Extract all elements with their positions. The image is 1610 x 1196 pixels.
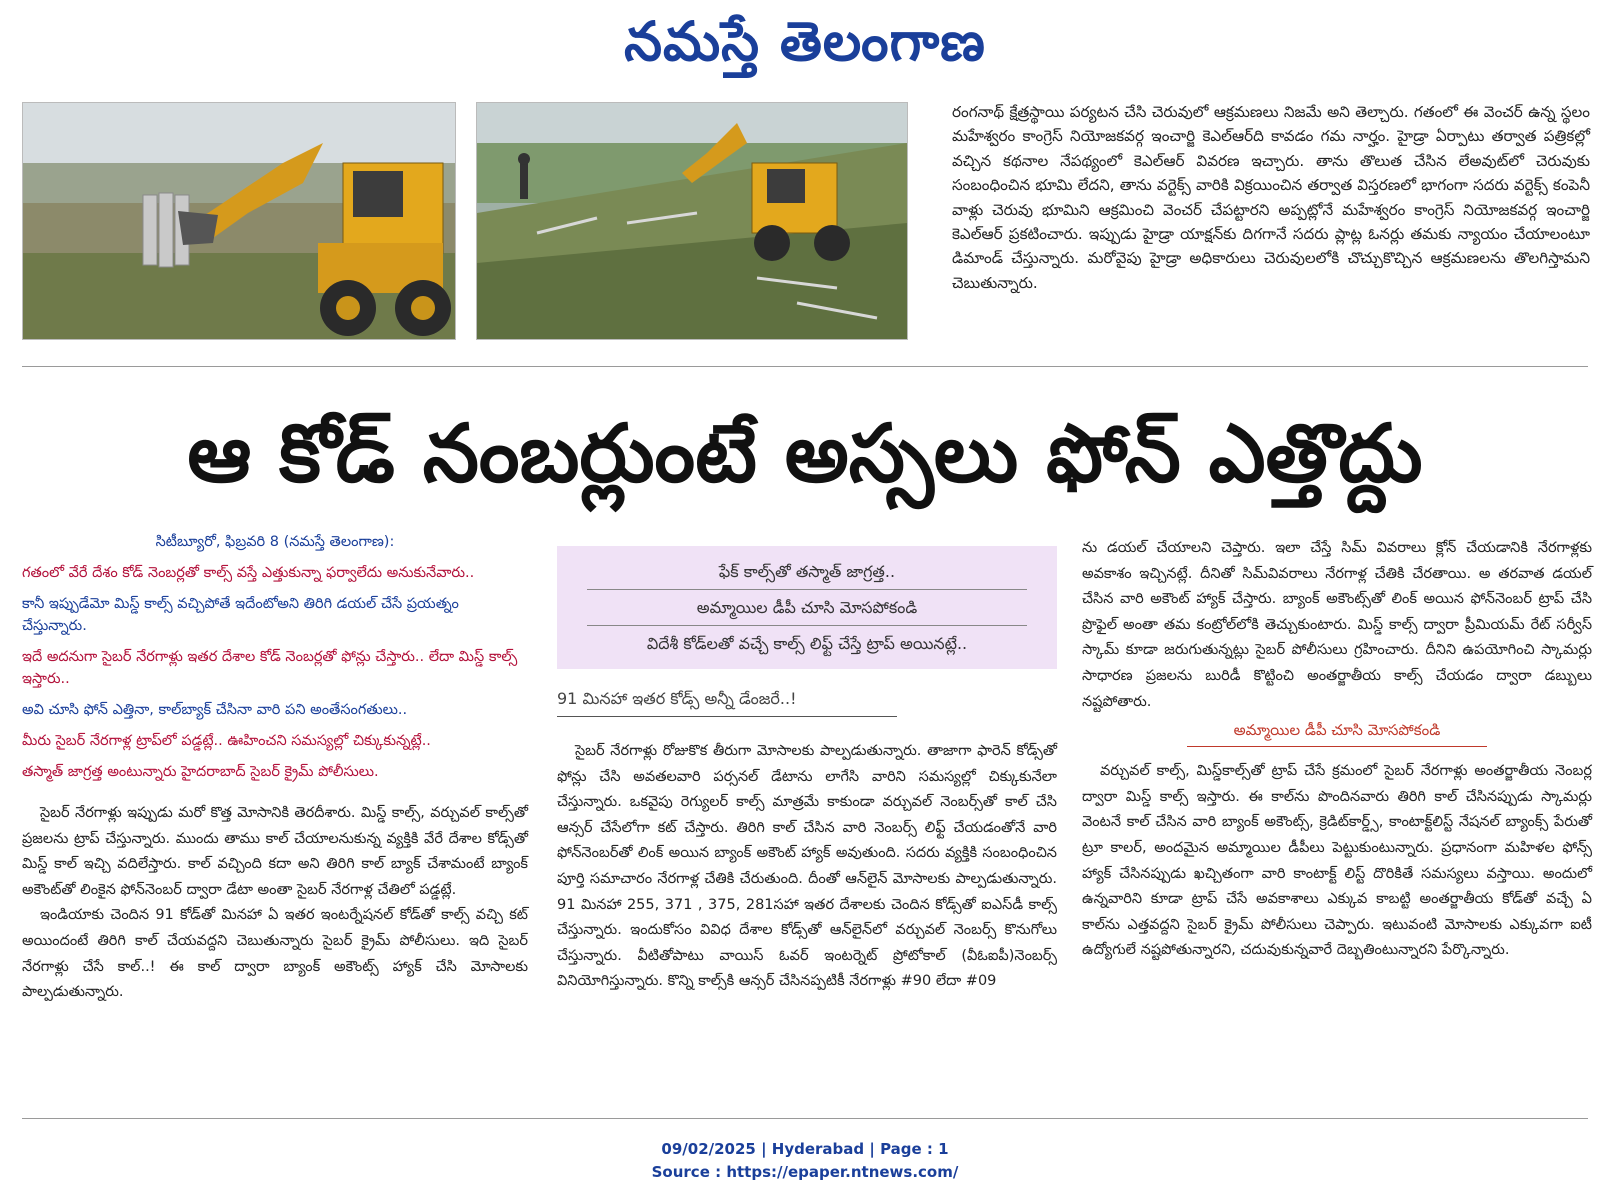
col1-paragraph-1: సైబర్ నేరగాళ్లు ఇప్పుడు మరో కొత్త మోసానికి తెరదీశారు. మిస్డ్ కాల్స్, వర్చువల్ కాల్స్‌తో ప్రజలను ట్రాప్ చేస్తున్నారు. ముందు తాము కాల్ చేయాలనుకున్న వ్యక్తికి వేరే దేశాల కోడ్స్‌తో మిస్డ్ కాల్ ఇచ్చి వదిలేస్తారు. కాల్ వచ్చింది కదా అని తిరిగి కాల్ బ్యాక్ చేశామంటే బ్యాంక్ అకౌంట్‌తో లింకైన ఫోన్‌నెంబర్ ద్వారా డేటా అంతా సైబర్ నేరగాళ్ల చేతిలో పడ్డట్లే. — [22, 805, 528, 898]
photo-excavator-left — [22, 102, 456, 340]
footer — [0, 1138, 1610, 1184]
callout-divider — [587, 589, 1027, 590]
column-3-body-2 — [1082, 759, 1592, 964]
highlight-5: మీరు సైబర్ నేరగాళ్ల ట్రాప్‌లో పడ్డట్లే.. ఊహించని సమస్యల్లో చిక్కుకున్నట్లే.. — [22, 733, 431, 749]
divider-top — [22, 366, 1588, 367]
footer-date-line: 09/02/2025 | Hyderabad | Page : 1 — [661, 1140, 949, 1158]
headline: ఆ కోడ్ నంబర్లుంటే అస్సలు ఫోన్ ఎత్తొద్దు — [187, 407, 1423, 500]
col1-paragraph-2: ఇండియాకు చెందిన 91 కోడ్‌తో మినహా ఏ ఇతర ఇంటర్నేషనల్ కోడ్‌తో కాల్స్ వచ్చి కట్ అయిందంటే తిరిగి కాల్ చేయవద్దని చెబుతున్నారు సైబర్ క్రైమ్ పోలీసులు. ఇది సైబర్ నేరగాళ్లు చేసే కాల్..! ఈ కాల్ ద్వారా బ్యాంక్ అకౌంట్స్ హ్యాక్ చేసి మోసాలకు పాల్పడుతున్నారు. — [22, 907, 528, 1001]
highlight-3: ఇదే అదనుగా సైబర్ నేరగాళ్లు ఇతర దేశాల కోడ్ నెంబర్లతో ఫోన్లు చేస్తారు.. లేదా మిస్డ్ కాల్స్ ఇస్తారు.. — [22, 649, 518, 687]
callout-line-3: విదేశీ కోడ్‌లతో వచ్చే కాల్స్ లిఫ్ట్ చేస్తే ట్రాప్ అయినట్లే.. — [646, 634, 968, 653]
top-article-text: రంగనాథ్ క్షేత్రస్థాయి పర్యటన చేసి చెరువులో ఆక్రమణలు నిజమే అని తెల్చారు. గతంలో ఈ వెంచర్ ఉన్న స్థలం మహేశ్వరం కాంగ్రెస్ నియోజకవర్గ ఇంచార్జి కెఎల్ఆర్‌ది కావడం గమ నార్హం. హైడ్రా ఏర్పాటు తర్వాత పత్రికల్లో వచ్చిన కథనాల నేపథ్యంలో కెఎల్ఆర్ వివరణ ఇచ్చారు. తాను తొలుత చేసిన లేఅవుట్‌లో చెరువుకు సంబంధించిన భూమి లేదని, తాను వర్టెక్స్ వారికి విక్రయించిన తర్వాత విస్తరణలో భాగంగా సదరు వర్టెక్స్ కంపెనీ వాళ్లు చెరువు భూమిని ఆక్రమించి వెంచర్ చేపట్టారని అప్పట్లోనే మహేశ్వరం కాంగ్రెస్ నియోజకవర్గ ఇంచార్జి కెఎల్ఆర్ ప్రకటించారు. ఇప్పుడు హైడ్రా యాక్షన్‌కు దిగగానే సదరు ప్లాట్ల ఓనర్లు తమకు న్యాయం చేయాలంటూ డిమాండ్ చేస్తున్నారు. మరోవైపు హైడ్రా అధికారులు చెరువులలోకి చొచ్చుకొచ్చిన ఆక్రమణలను తొలగిస్తామని చెబుతున్నారు. — [952, 103, 1590, 292]
column-3-body-1 — [1082, 536, 1592, 715]
dateline: సిటీబ్యూరో, ఫిబ్రవరి 8 (నమస్తే తెలంగాణ): — [155, 534, 395, 550]
callout-divider — [587, 625, 1027, 626]
highlight-1: గతంలో వేరే దేశం కోడ్ నెంబర్లతో కాల్స్ వస్తే ఎత్తుకున్నా ఫర్వాలేదు అనుకునేవారు.. — [22, 565, 475, 581]
highlight-2: కానీ ఇప్పుడేమో మిస్డ్ కాల్స్ వచ్చిపోతే ఇదేంటోఅని తిరిగి డయల్ చేసే ప్రయత్నం చేస్తున్నారు. — [22, 596, 459, 634]
column-3 — [1082, 536, 1592, 964]
col3-subhead-underline — [1187, 746, 1487, 747]
excavator-photo-left — [23, 103, 455, 339]
callout-box — [557, 546, 1057, 669]
masthead-logo: నమస్తే తెలంగాణ — [624, 10, 986, 73]
highlight-4: అవి చూసి ఫోన్ ఎత్తినా, కాల్‌బ్యాక్ చేసినా వారి పని అంతేసంగతులు.. — [22, 702, 408, 718]
divider-bottom — [22, 1118, 1588, 1119]
callout-line-2: అమ్మాయిల డీపీ చూసి మోసపోకండి — [696, 598, 918, 617]
col2-subhead-underline — [557, 716, 897, 717]
highlight-6: తస్మాత్ జాగ్రత్త అంటున్నారు హైదరాబాద్ సైబర్ క్రైమ్ పోలీసులు. — [22, 764, 379, 780]
column-1 — [22, 534, 528, 1006]
excavator-photo-right — [477, 103, 907, 339]
callout-line-1: ఫేక్ కాల్స్‌తో తస్మాత్ జాగ్రత్త.. — [718, 562, 896, 581]
photo-excavator-right — [476, 102, 908, 340]
col3-subhead: అమ్మాయిల డీపీ చూసి మోసపోకండి — [1233, 721, 1441, 740]
col2-paragraph: సైబర్ నేరగాళ్లు రోజుకొక తీరుగా మోసాలకు పాల్పడుతున్నారు. తాజాగా ఫారెన్ కోడ్స్‌తో ఫోన్లు చేసి అవతలవారి పర్సనల్ డేటాను లాగేసి వారిని సమస్యల్లో చిక్కుకునేలా చేస్తున్నారు. ఒకవైపు రెగ్యులర్ కాల్స్ మాత్రమే కాకుండా వర్చువల్ నెంబర్స్‌తో కాల్ చేసి ఆన్సర్ చేసేలోగా కట్ చేస్తారు. తిరిగి కాల్ చేసిన వారి నెంబర్స్ లిఫ్ట్ చేయడంతోనే వారి ఫోన్‌నెంబర్‌తో లింక్ అయిన బ్యాంక్ అకౌంట్ హ్యాక్ అవుతుంది. సదరు వ్యక్తికి సంబంధించిన పూర్తి సమాచారం నేరగాళ్ల చేతికి చేరుతుంది. దీంతో ఆన్‌లైన్ మోసాలకు పాల్పడుతున్నారు. 91 మినహా 255, 371 , 375, 281సహా ఇతర దేశాలకు చెందిన కోడ్స్‌తో ఐఎస్‌డీ కాల్స్ చేస్తున్నారు. ఇందుకోసం వివిధ దేశాల కోడ్స్‌తో ఆన్‌లైన్‌లో వర్చువల్ నెంబర్స్ కొనుగోలు చేస్తున్నారు. వీటితోపాటు వాయిస్ ఓవర్ ఇంటర్నెట్ ప్రోటోకాల్ (వీఓఐపీ)నెంబర్స్ వినియోగిస్తున్నారు. కొన్ని కాల్స్‌కి ఆన్సర్ చేసినప్పటికీ నేరగాళ్లు #90 లేదా #09 — [557, 743, 1057, 990]
col3-paragraph-2: వర్చువల్ కాల్స్, మిస్డ్‌కాల్స్‌తో ట్రాప్ చేసే క్రమంలో సైబర్ నేరగాళ్లు అంతర్జాతీయ నెంబర్ల ద్వారా మిస్డ్ కాల్స్ ఇస్తారు. ఈ కాల్‌ను పొందినవారు తిరిగి కాల్ చేసినప్పుడు స్కామర్లు వెంటనే కాల్ చేసిన వారి బ్యాంక్ అకౌంట్స్, క్రెడిట్‌కార్డ్స్, కాంటాక్ట్‌లిస్ట్ నేషనల్ బ్యాంక్స్ పేరుతో ట్రూ కాలర్, అందమైన అమ్మాయిల డీపీలు పెట్టుకుంటున్నారు. ప్రధానంగా మహిళల ఫోన్స్ హ్యాక్ చేసినప్పుడు ఖచ్చితంగా వారి కాంటాక్ట్ లిస్ట్ దొరికితే సమస్యలు వస్తాయి. అందులో ఉన్నవారిని కూడా ట్రాప్ చేసే అవకాశాలు ఎక్కువ కాబట్టి అంతర్జాతీయ కోడ్‌తో వచ్చే ఏ కాల్‌ను ఎత్తవద్దని సైబర్ క్రైమ్ పోలీసులు చెప్పారు. ఇటువంటి మోసాలకు ఎక్కువగా ఐటీ ఉద్యోగులే నష్టపోతున్నారని, చదువుకున్నవారే దెబ్బతింటున్నారని పేర్కొన్నారు. — [1082, 763, 1592, 959]
column-1-body — [22, 801, 528, 1006]
col2-subhead: 91 మినహా ఇతర కోడ్స్ అన్నీ డేంజరే..! — [557, 689, 797, 708]
footer-source-link[interactable]: Source : https://epaper.ntnews.com/ — [651, 1163, 959, 1181]
column-2 — [557, 546, 1057, 995]
column-2-body — [557, 739, 1057, 995]
col3-paragraph-1: ను డయల్ చేయాలని చెప్తారు. ఇలా చేస్తే సిమ్ వివరాలు క్లోన్ చేయడానికి నేరగాళ్లకు అవకాశం ఇచ్చినట్లే. దీనితో సిమ్‌వివరాలు నేరగాళ్ల చేతికి చేరతాయి. అ తరవాత డయల్ చేసిన వారి అకౌంట్ హ్యాక్ చేస్తారు. బ్యాంక్ అకౌంట్స్‌తో లింక్ అయిన ఫోన్‌నెంబర్ ట్రాప్ చేసి ప్రొఫైల్ అంతా తమ కంట్రోల్‌లోకి తెచ్చుకుంటారు. మిస్డ్ కాల్స్ ద్వారా ప్రీమియమ్ రేట్ సర్వీస్ స్కామ్ కూడా జరుగుతున్నట్లు సైబర్ పోలీసులు గ్రహించారు. దీనిని ఉపయోగించి స్కామర్లు సాధారణ ప్రజలను బురిడీ కొట్టించి అంతర్జాతీయ కాల్స్ చేయడం ద్వారా డబ్బులు నష్టపోతారు. — [1082, 540, 1592, 710]
